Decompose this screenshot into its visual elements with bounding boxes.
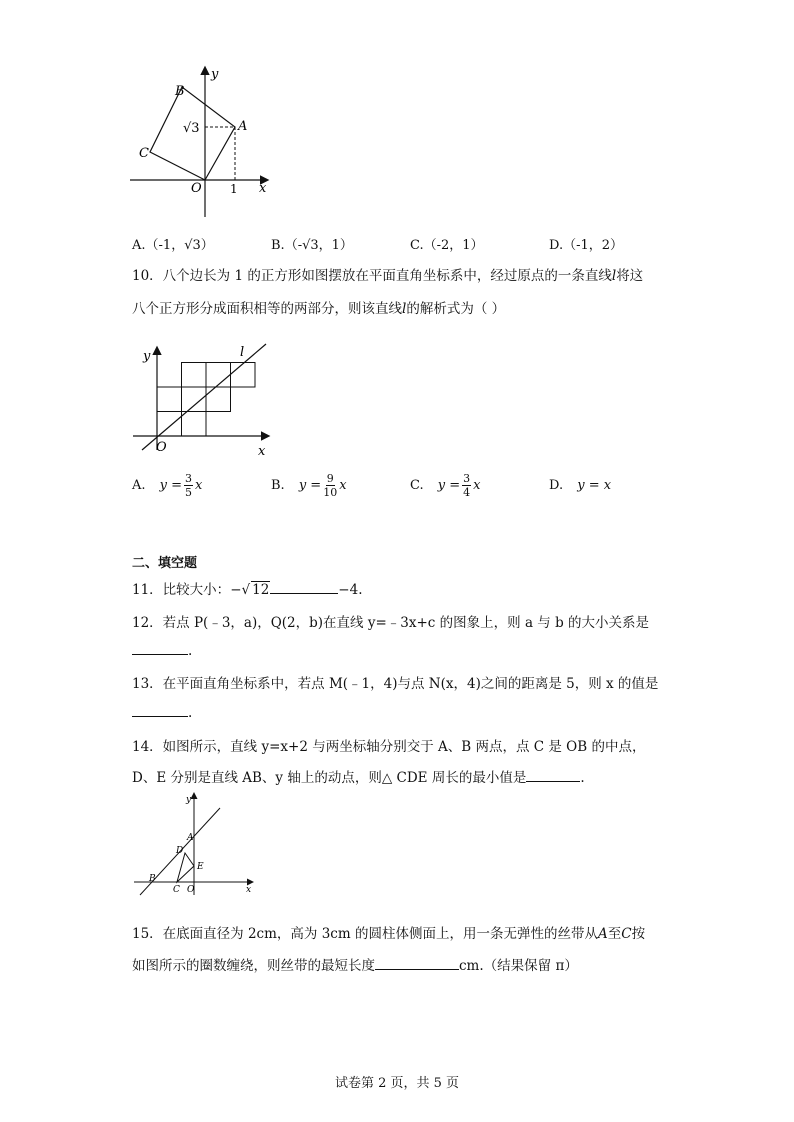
q15-line-1: 15．在底面直径为 2cm，高为 3cm 的圆柱体侧面上，用一条无弹性的丝带从A至C按 xyxy=(132,926,646,942)
q9-label-one: 1 xyxy=(230,182,238,196)
q13-line-1: 13．在平面直角坐标系中，若点 M(﹣1，4)与点 N(x，4)之间的距离是 5，则 x 的值是 xyxy=(132,676,659,692)
q10-option-d: D. y = x xyxy=(549,478,612,493)
q9-label-a: A xyxy=(238,119,248,134)
q14-label-d: D xyxy=(176,846,184,856)
q10-figure xyxy=(128,340,278,460)
q14-line-1: 14．如图所示，直线 y=x+2 与两坐标轴分别交于 A、B 两点，点 C 是 OB 的中点， xyxy=(132,739,646,755)
q10-label-l: l xyxy=(240,345,245,360)
section-title: 二、填空题 xyxy=(132,556,198,571)
q9-label-o: O xyxy=(191,181,202,196)
q9-label-x: x xyxy=(259,181,267,196)
q10-option-a: A. y = $\frac{3}{5}$ x xyxy=(132,472,203,499)
q14-answer-blank[interactable] xyxy=(526,769,580,782)
q9-option-c: C.（-2，1） xyxy=(410,238,484,253)
q11-answer-blank[interactable] xyxy=(270,581,338,594)
q9-figure xyxy=(125,62,285,222)
q10-line-2: 八个正方形分成面积相等的两部分，则该直线l的解析式为（ ） xyxy=(132,301,506,317)
q9-option-a: A.（-1，√3） xyxy=(132,238,214,253)
q10-label-y: y xyxy=(143,349,151,364)
q12-line-2: . xyxy=(132,642,192,659)
q14-label-y: y xyxy=(186,795,192,805)
q14-label-c: C xyxy=(173,885,180,895)
q9-label-b: B xyxy=(175,84,185,99)
q14-label-a: A xyxy=(187,833,194,843)
q10-option-c: C. y = $\frac{3}{4}$ x xyxy=(410,472,481,499)
q10-option-b: B. y = $\frac{9}{10}$ x xyxy=(271,472,347,499)
q14-figure xyxy=(132,790,262,900)
q9-label-sqrt3: √3 xyxy=(183,121,200,136)
q13-answer-blank[interactable] xyxy=(132,704,188,717)
q9-label-y: y xyxy=(211,67,219,82)
q14-line-2: D、E 分别是直线 AB、y 轴上的动点，则△ CDE 周长的最小值是 . xyxy=(132,770,585,786)
q14-label-e: E xyxy=(197,862,204,872)
q11: 11．比较大小：−√ 12 −4. xyxy=(132,582,363,598)
q10-label-x: x xyxy=(258,444,266,459)
q9-label-c: C xyxy=(139,146,149,161)
q10-line-1: 10．八个边长为 1 的正方形如图摆放在平面直角坐标系中，经过原点的一条直线l将这 xyxy=(132,268,644,284)
q9-option-b: B.（-√3，1） xyxy=(271,238,353,253)
q12-answer-blank[interactable] xyxy=(132,642,188,655)
q14-label-o: O xyxy=(187,885,195,895)
q12-line-1: 12．若点 P(﹣3，a)，Q(2，b)在直线 y=﹣3x+c 的图象上，则 a 与 b 的大小关系是 xyxy=(132,615,650,631)
q10-label-o: O xyxy=(156,440,167,455)
q15-line-2: 如图所示的圈数缠绕，则丝带的最短长度 cm.（结果保留 π） xyxy=(132,958,578,974)
page-footer: 试卷第 2 页，共 5 页 xyxy=(334,1076,460,1091)
q13-line-2: . xyxy=(132,704,192,721)
q15-answer-blank[interactable] xyxy=(375,957,459,970)
q9-option-d: D.（-1，2） xyxy=(549,238,624,253)
q14-label-b: B xyxy=(149,874,156,884)
q14-label-x: x xyxy=(246,885,252,895)
